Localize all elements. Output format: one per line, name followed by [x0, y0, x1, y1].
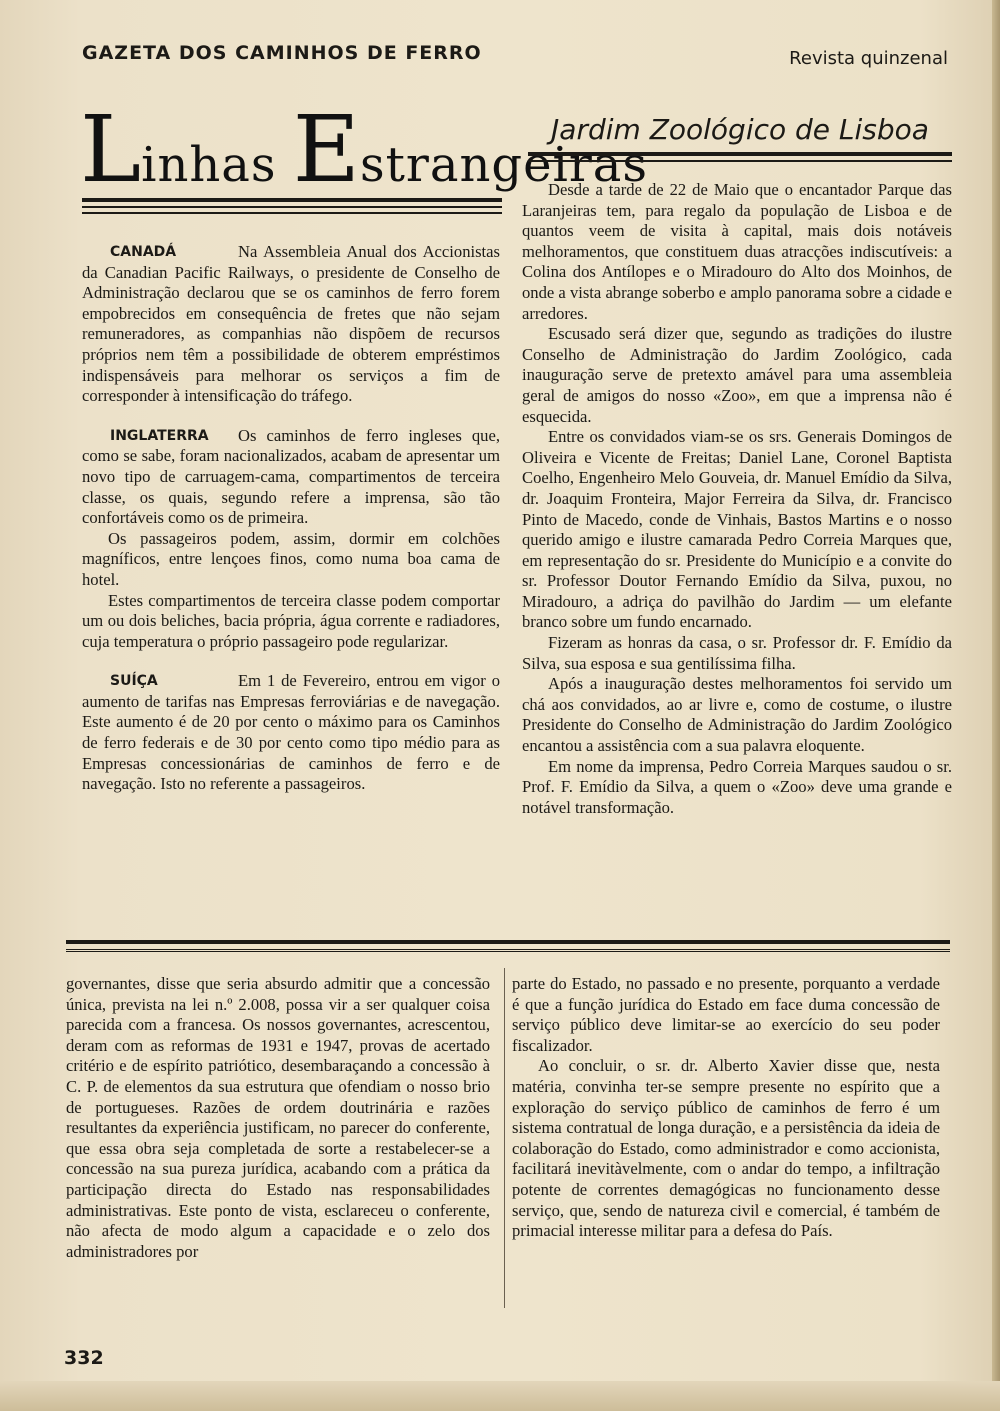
article-paragraph: Em nome da imprensa, Pedro Correia Marques saudou o sr. Prof. F. Emídio da Silva, a quem o «Zoo» deve uma grande e notável transformação. [522, 756, 952, 817]
title-underline-double [82, 198, 502, 208]
article-paragraph: Desde a tarde de 22 de Maio que o encantador Parque das Laranjeiras tem, para regalo da população de Lisboa e de quantos veem de visita à capital, mais dois notáveis melhoramentos, que constituem duas atracções indiscutíveis: a Colina dos Antílopes e o Miradouro do Alto dos Moinhos, de onde a vista abrange soberbo e amplo panorama sobre a cidade e arredores. [522, 180, 952, 323]
section-paragraph: Os caminhos de ferro ingleses que, como se sabe, foram nacionalizados, acabam de apresentar um novo tipo de carruagem-cama, compartimentos de terceira classe, os quais, segundo refere a imprensa, são tão confortáveis como os de primeira. [82, 425, 500, 528]
title-underline-thin [82, 212, 502, 214]
section-inglaterra [82, 426, 500, 653]
section-canada [82, 242, 500, 407]
article-paragraph: parte do Estado, no passado e no presente, porquanto a verdade é que a função jurídica do Estado em face duma concessão de serviço público deve limitar-se ao exercício do seu poder fiscalizador. [512, 974, 940, 1055]
article-paragraph: Fizeram as honras da casa, o sr. Professor dr. F. Emídio da Silva, sua esposa e sua gentilíssima filha. [522, 633, 952, 673]
section-heading: SUÍÇA [110, 673, 158, 690]
section-divider-rule [66, 940, 950, 952]
section-suica [82, 671, 500, 795]
section-heading: INGLATERRA [110, 427, 209, 444]
article-paragraph: Após a inauguração destes melhoramentos foi servido um chá aos convidados, ao ar livre e, como de costume, o ilustre Presidente do Conselho de Administração do Jardim Zoológico encantou a assistência com a sua palavra eloquente. [522, 674, 952, 756]
zoo-title-underline [528, 152, 952, 162]
article-paragraph: governantes, disse que seria absurdo admitir que a concessão única, prevista na lei n.º 2.008, possa vir a ser qualquer coisa parecida com a francesa. Os nossos governantes, acrescentou, deram com as reformas de 1931 e 1947, provas de acertado critério e de espírito patriótico, desembaraçando a concessão à C. P. de elementos da sua estrutura que ofendiam o nosso brio de portugueses. Razões de ordem doutrinária e razões resultantes da experiência justificam, no parecer do conferente, que essa obra seja completada de sorte a restabelecer-se a concessão na sua pureza jurídica, acabando com a prática da participação directa do Estado nas responsabilidades administrativas. Este ponto de vista, esclareceu o conferente, não afecta de modo algum a capacidade e o zelo dos administradores por [66, 974, 490, 1261]
continuation-right-column [512, 974, 940, 1242]
publication-subtitle: Revista quinzenal [789, 48, 948, 69]
section-paragraph: Os passageiros podem, assim, dormir em colchões magníficos, entre lençoes finos, como numa boa cama de hotel. [82, 528, 500, 589]
page-number: 332 [64, 1347, 104, 1369]
section-paragraph: Na Assembleia Anual dos Accionistas da Canadian Pacific Railways, o presidente de Conselho de Administração declarou que se os caminhos de ferro forem empobrecidos em consequência de fretes que não sejam remuneradores, as companhias não dispõem de recursos próprios nem têm a possibilidade de obterem empréstimos indispensáveis para melhorar os serviços a fim de corresponder à intensificação do tráfego. [82, 242, 500, 406]
page-edge-shadow [992, 0, 1000, 1411]
article-paragraph: Escusado será dizer que, segundo as tradições do ilustre Conselho de Administração do Jardim Zoológico, cada inauguração serve de pretexto amável para uma assembleia geral de amigos do nosso «Zoo», em que a imprensa não é esquecida. [522, 324, 952, 426]
section-paragraph: Estes compartimentos de terceira classe podem comportar um ou dois beliches, bacia própria, água corrente e radiadores, cuja temperatura o próprio passageiro pode regularizar. [82, 590, 500, 651]
column-divider [504, 968, 505, 1308]
zoo-article-column [522, 180, 952, 818]
article-paragraph: Ao concluir, o sr. dr. Alberto Xavier disse que, nesta matéria, convinha ter-se sempre presente no espírito que a exploração do serviço público de caminhos de ferro é um sistema contratual de longa duração, e a persistência da ideia de colaboração do Estado, como administrador e como accionista, facilitará inevitàvelmente, com o andar do tempo, a infiltração potente de correntes demagógicas no funcionamento desse serviço, que, sendo de natureza civil e comercial, é também de primacial interesse militar para a defesa do País. [512, 1056, 940, 1241]
continuation-left-column [66, 974, 490, 1262]
foreign-lines-column [82, 242, 500, 795]
zoo-article-title: Jardim Zoológico de Lisboa [551, 113, 929, 146]
page-bottom-edge [0, 1381, 1000, 1411]
section-heading: CANADÁ [110, 244, 177, 260]
masthead: GAZETA DOS CAMINHOS DE FERRO [82, 42, 482, 64]
linhas-estrangeiras-title: Linhas Estrangeiras [80, 96, 649, 203]
section-paragraph: Em 1 de Fevereiro, entrou em vigor o aumento de tarifas nas Empresas ferroviárias e de navegação. Este aumento é de 20 por cento o máximo para os Caminhos de ferro federais e de 30 por cento como tipo médio para as Empresas concessionárias de caminhos de ferro e de navegação. Isto no referente a passageiros. [82, 671, 500, 794]
article-paragraph: Entre os convidados viam-se os srs. Generais Domingos de Oliveira e Vicente de Freitas; Daniel Lane, Coronel Baptista Coelho, Engenheiro Melo Gouveia, dr. Manuel Emídio da Silva, dr. Joaquim Fronteira, Major Ferreira da Silva, dr. Francisco Pinto de Macedo, conde de Vinhais, Bastos Martins e o nosso querido amigo e ilustre camarada Pedro Correia Marques que, em representação do sr. Presidente do Município e a convite do sr. Professor Doutor Fernando Emídio da Silva, puxou, no Miradouro, a adriça do pavilhão do Jardim — um elefante branco sobre um fundo encarnado. [522, 427, 952, 632]
